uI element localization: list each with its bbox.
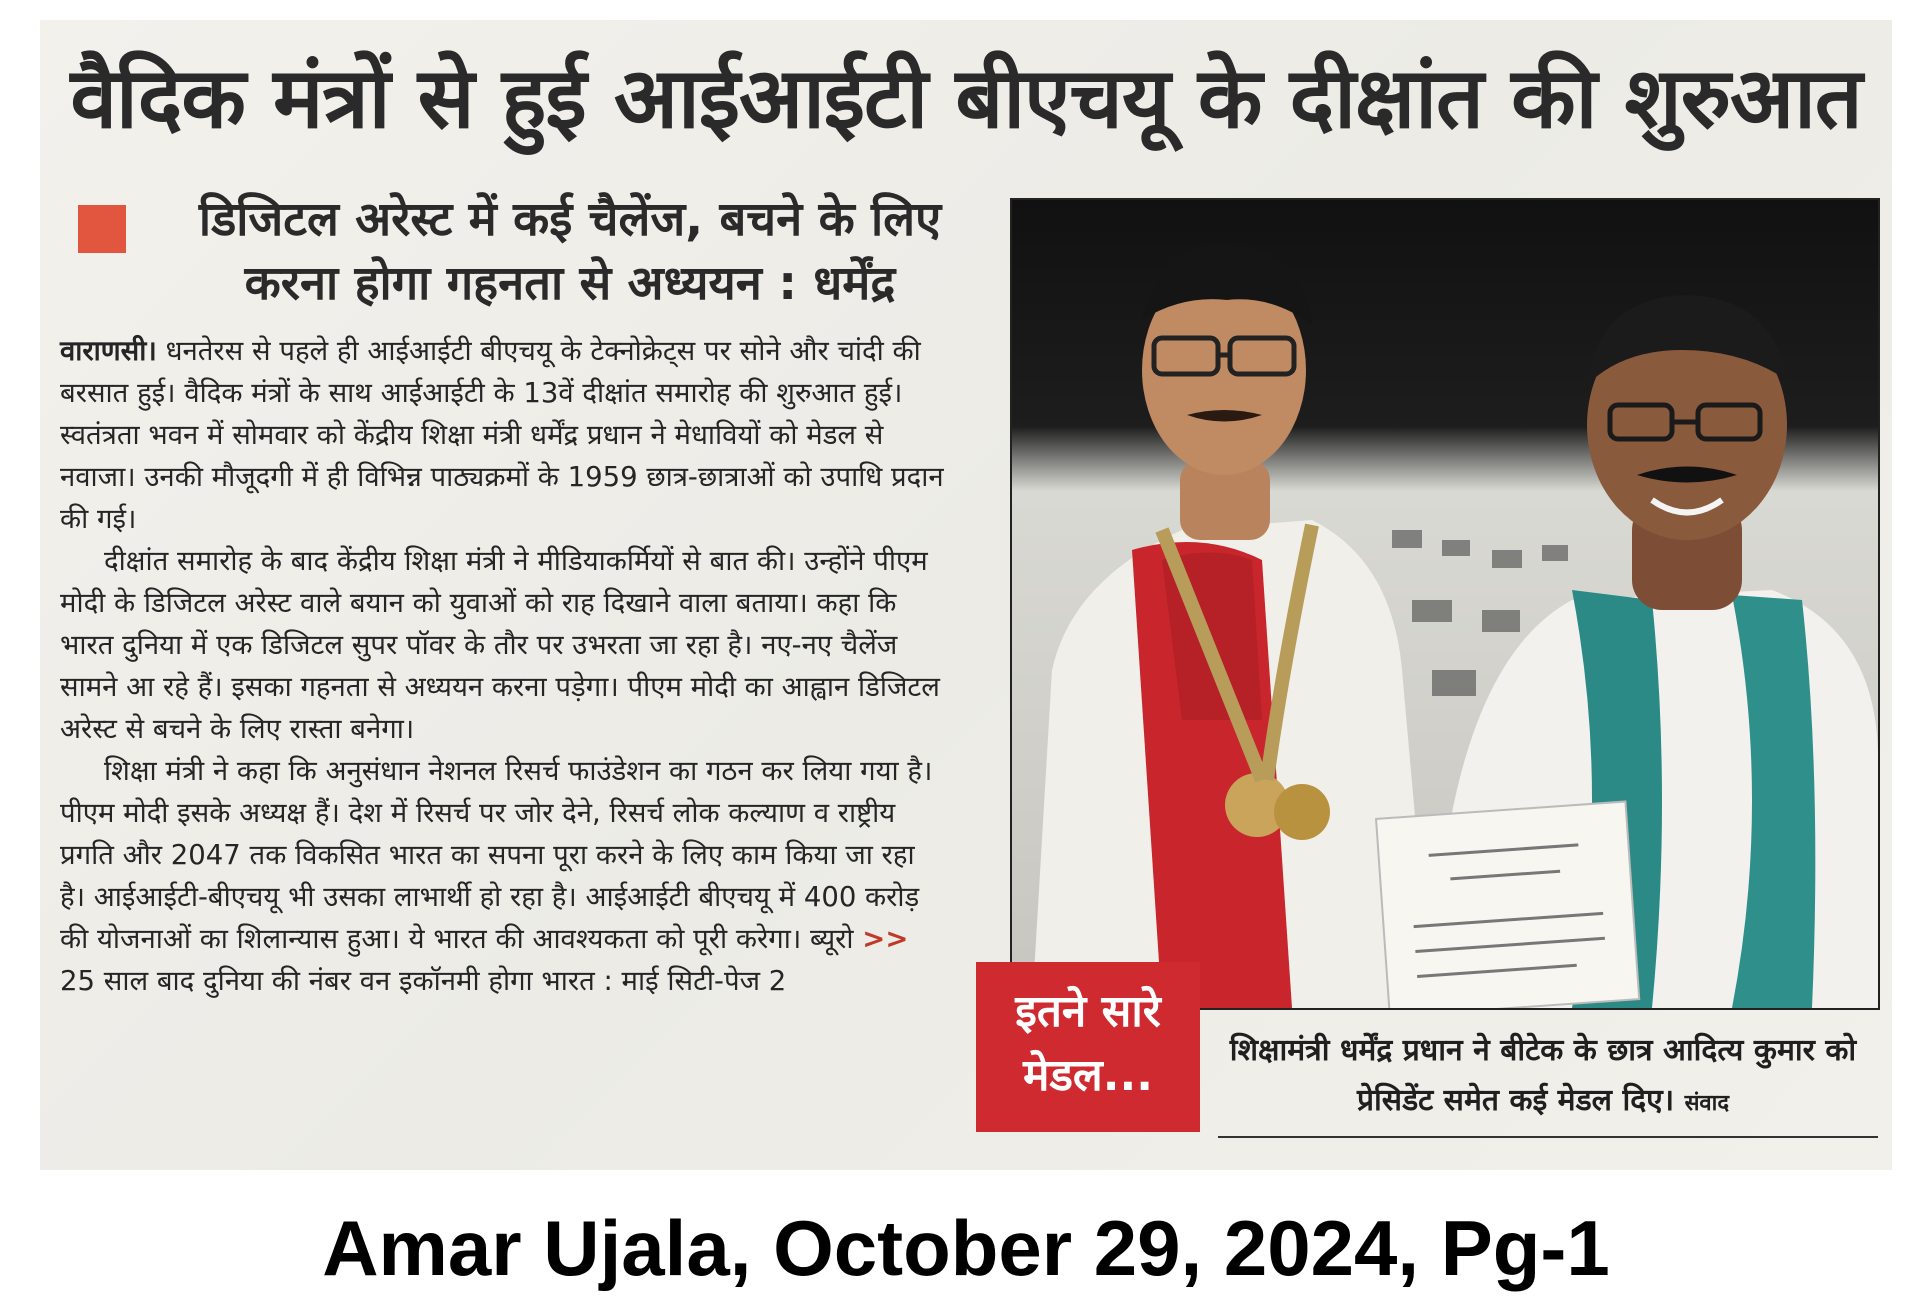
source-citation: Amar Ujala, October 29, 2024, Pg-1 [322, 1204, 1610, 1292]
paragraph-1-text: धनतेरस से पहले ही आईआईटी बीएचयू के टेक्नोक्रेट्स पर सोने और चांदी की बरसात हुई। वैदिक मंत्रों के साथ आईआईटी के 13वें दीक्षांत समारोह की शुरुआत हुई। स्वतंत्रता भवन में सोमवार को केंद्रीय शिक्षा मंत्री धर्मेंद्र प्रधान ने मेधावियों को मेडल से नवाजा। उनकी मौजूदगी में ही विभिन्न पाठ्यक्रमों के 1959 छात्र-छात्राओं को उपाधि प्रदान की गई। [60, 335, 944, 535]
photo-illustration [1012, 200, 1878, 1008]
article-paragraph-2: दीक्षांत समारोह के बाद केंद्रीय शिक्षा मंत्री ने मीडियाकर्मियों से बात की। उन्होंने पीएम मोदी के डिजिटल अरेस्ट वाले बयान को युवाओं को राह दिखाने वाला बताया। कहा कि भारत दुनिया में एक डिजिटल सुपर पॉवर के तौर पर उभरता जा रहा है। नए-नए चैलेंज सामने आ रहे हैं। इसका गहनता से अध्ययन करना पड़ेगा। पीएम मोदी का आह्वान डिजिटल अरेस्ट से बचने के लिए रास्ता बनेगा। [60, 545, 940, 745]
overlay-line-1: इतने सारे [1015, 986, 1161, 1037]
news-photo [1010, 198, 1880, 1010]
caption-credit: संवाद [1684, 1091, 1730, 1116]
caption-text: शिक्षामंत्री धर्मेंद्र प्रधान ने बीटेक के छात्र आदित्य कुमार को प्रेसिडेंट समेत कई मेडल दिए। [1229, 1033, 1857, 1118]
article-body [60, 330, 945, 1002]
subheadline-bullet [78, 205, 126, 253]
subheadline-line-1: डिजिटल अरेस्ट में कई चैलेंज, बचने के लिए [198, 192, 942, 247]
paragraph-3-text: शिक्षा मंत्री ने कहा कि अनुसंधान नेशनल रिसर्च फाउंडेशन का गठन कर लिया गया है। पीएम मोदी इसके अध्यक्ष हैं। देश में रिसर्च पर जोर देने, रिसर्च लोक कल्याण व राष्ट्रीय प्रगति और 2047 तक विकसित भारत का सपना पूरा करने के लिए काम किया जा रहा है। आईआईटी-बीएचयू भी उसका लाभार्थी हो रहा है। आईआईटी बीएचयू में 400 करोड़ की योजनाओं का शिलान्यास हुआ। ये भारत की आवश्यकता को पूरी करेगा। ब्यूरो [60, 755, 933, 955]
dateline: वाराणसी। [60, 335, 157, 367]
continuation-reference: 25 साल बाद दुनिया की नंबर वन इकॉनमी होगा भारत : माई सिटी-पेज 2 [60, 965, 787, 997]
subheadline-line-2: करना होगा गहनता से अध्ययन : धर्मेंद्र [244, 256, 896, 311]
headline: वैदिक मंत्रों से हुई आईआईटी बीएचयू के दीक्षांत की शुरुआत [70, 49, 1862, 147]
subheadline [140, 188, 1000, 316]
overlay-line-2: मेडल... [1023, 1050, 1153, 1101]
article-paragraph-3 [60, 750, 945, 1002]
continuation-marker: >> [862, 923, 909, 955]
article-paragraph-1 [60, 330, 945, 540]
caption-divider [1218, 1136, 1878, 1138]
photo-overlay-label [976, 962, 1200, 1132]
certificate [1376, 801, 1639, 1008]
photo-caption [1218, 1026, 1868, 1129]
